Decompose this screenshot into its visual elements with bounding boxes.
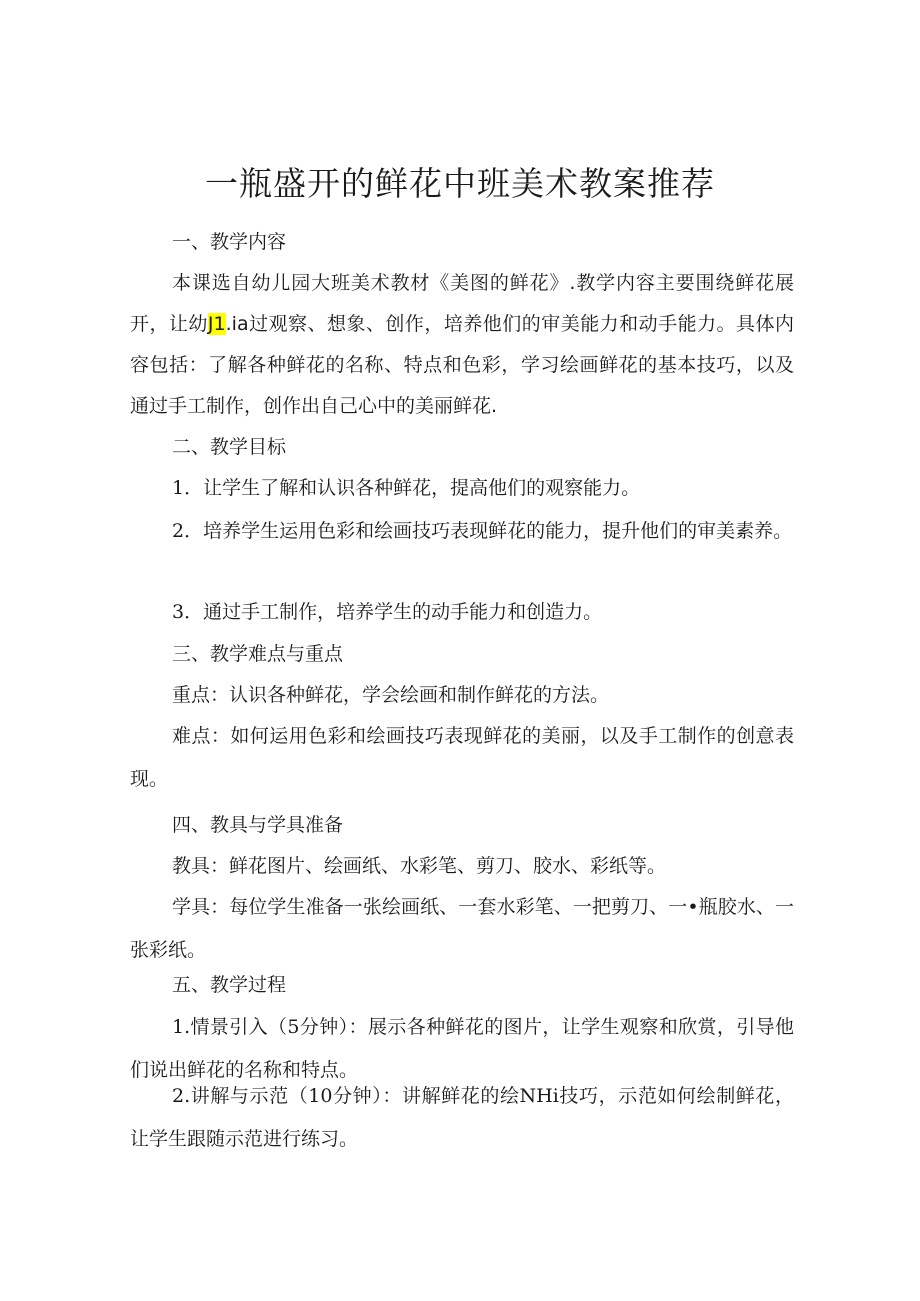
process-step-2: 2.讲解与示范（10分钟）：讲解鲜花的绘NHi技巧，示范如何绘制鲜花，让学生跟随示范进行练习。 [130,1085,794,1150]
difficulty-item: 难点：如何运用色彩和绘画技巧表现鲜花的美丽，以及手工制作的创意表现。 [130,725,794,790]
teaching-tools-item: 教具：鲜花图片、绘画纸、水彩笔、剪刀、胶水、彩纸等。 [172,855,667,877]
section-heading-teaching-goals: 二、教学目标 [172,436,287,458]
paragraph-text-after: .ia过观察、想象、创作，培养他们的审美能力和动手能力。具体内容包括：了解各种鲜花的名称、特点和色彩，学习绘画鲜花的基本技巧，以及通过手工制作，创作出自己心中的美丽鲜花. [130,313,794,417]
key-point-item: 重点：认识各种鲜花，学会绘画和制作鲜花的方法。 [172,684,610,706]
teaching-content-paragraph [130,263,794,427]
paragraph-text-before: 本课选自幼儿园大班美术教材《美图的鲜花》.教学内容主要围绕鲜花展开，让幼 [130,272,794,335]
goal-item-1: 1．让学生了解和认识各种鲜花，提高他们的观察能力。 [172,477,641,499]
section-heading-difficulties: 三、教学难点与重点 [172,643,344,665]
goal-item-2: 2．培养学生运用色彩和绘画技巧表现鲜花的能力，提升他们的审美素养。 [172,520,793,542]
section-heading-materials: 四、教具与学具准备 [172,814,344,836]
section-heading-process: 五、教学过程 [172,974,287,996]
section-heading-teaching-content: 一、教学内容 [172,231,287,253]
highlighted-text: J1 [207,313,226,335]
student-tools-item: 学具：每位学生准备一张绘画纸、一套水彩笔、一把剪刀、一•瓶胶水、一张彩纸。 [130,896,794,961]
document-title: 一瓶盛开的鲜花中班美术教案推荐 [205,164,715,203]
goal-item-3: 3．通过手工制作，培养学生的动手能力和创造力。 [172,601,603,623]
process-step-1: 1.情景引入（5分钟）：展示各种鲜花的图片，让学生观察和欣赏，引导他们说出鲜花的名称和特点。 [130,1016,794,1081]
